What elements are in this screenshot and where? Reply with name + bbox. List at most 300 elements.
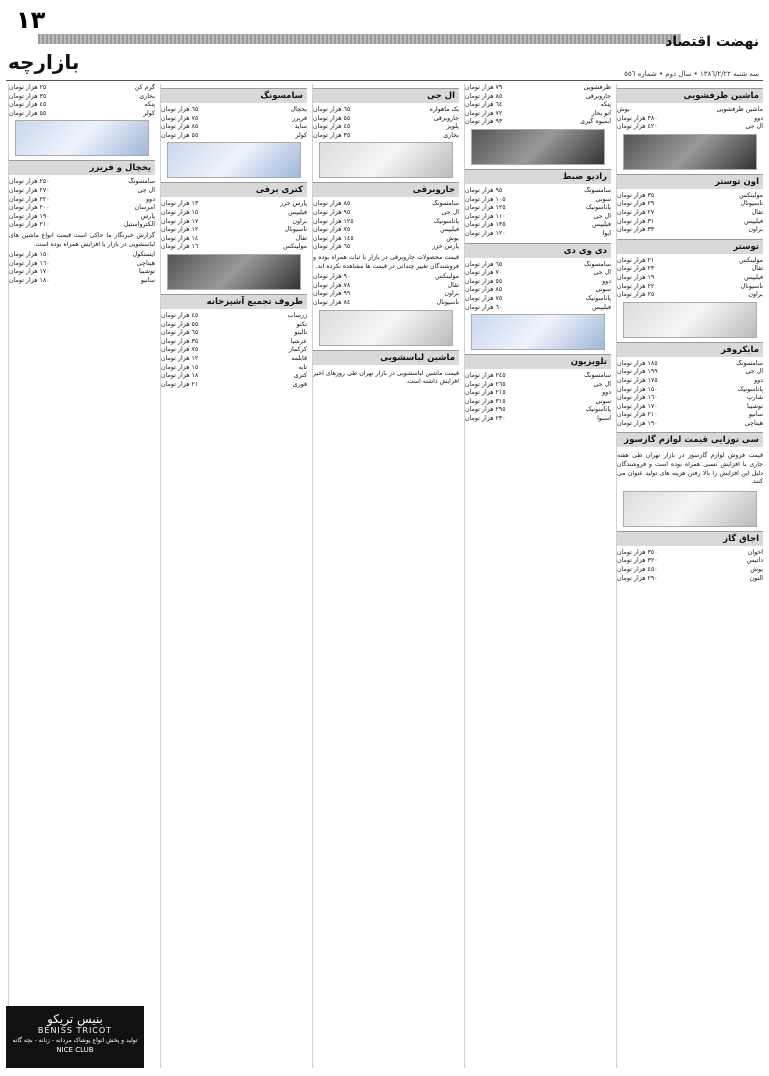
kettle-row xyxy=(161,226,307,235)
gas-stove-photo xyxy=(623,491,757,527)
item-price: ١٢٠ هزار تومان xyxy=(465,229,506,237)
newspaper-logo: نهضت اقتصاد xyxy=(665,34,759,50)
section-cookware: ظروف تجمیع آشپزخانه xyxy=(161,294,307,309)
section-title: بازارچه xyxy=(8,50,80,74)
vacuum-row xyxy=(313,200,459,209)
item-name: فیلیپس xyxy=(288,208,307,216)
cookware-row xyxy=(161,338,307,347)
item-price: ١٢٥ هزار تومان xyxy=(313,217,354,225)
vacuum-row xyxy=(313,209,459,218)
item-name: مولینکس xyxy=(739,256,763,264)
ad-brand-fa: بنیس تریکو xyxy=(47,1012,103,1026)
item-price: ٣٥ هزار تومان xyxy=(9,92,47,100)
item-price: ٣٨٠ هزار تومان xyxy=(617,114,658,122)
item-name: یخچال xyxy=(290,106,307,113)
fridge-row xyxy=(9,196,155,205)
cookware-row xyxy=(161,312,307,321)
item-name: سامسونگ xyxy=(736,359,763,367)
item-price: ١٥٠ هزار تومان xyxy=(617,385,658,393)
item-price: ٦٠ هزار تومان xyxy=(465,303,503,311)
item-price: ١٦٠ هزار تومان xyxy=(9,259,50,267)
microwave-row xyxy=(617,377,763,386)
item-price: ٨٤ هزار تومان xyxy=(313,298,351,306)
vacuum-brand-row xyxy=(313,282,459,291)
heater-row xyxy=(9,101,155,110)
item-price: ٣٢٠ هزار تومان xyxy=(617,557,658,565)
item-name: بخاری xyxy=(443,131,459,139)
item-price: ٢٢٠ هزار تومان xyxy=(9,195,50,203)
microwave-photo xyxy=(623,302,757,338)
fridge-row xyxy=(9,204,155,213)
kettle-photo xyxy=(167,142,301,178)
item-price: ١٨٠ هزار تومان xyxy=(9,276,50,284)
item-price: ١٨٥ هزار تومان xyxy=(617,359,658,367)
stereo-row xyxy=(465,213,611,222)
item-name: سونی xyxy=(595,286,611,294)
section-gas-appliances: سی نوزایی قیمت لوازم گازسوز xyxy=(617,432,763,447)
item-name: ال جی xyxy=(593,212,611,220)
washing-machine-photo xyxy=(319,310,453,346)
item-name: توشیبا xyxy=(746,402,763,410)
item-name: پارس خزر xyxy=(432,243,459,251)
item-price: ١٤٥ هزار تومان xyxy=(313,234,354,242)
item-name: پارس خزر xyxy=(280,200,307,208)
cookware-photo xyxy=(167,254,301,290)
item-name: پاناسونیک xyxy=(433,217,459,225)
samsung-row xyxy=(161,123,307,132)
item-price: ٧٥ هزار تومان xyxy=(313,226,351,234)
item-price: ٥٥ هزار تومان xyxy=(161,131,199,139)
tv-row xyxy=(465,372,611,381)
fridge-text: گزارش خبرنگار ما حاکی است قیمت انواع ماشین های لباسشویی در بازار با افزایش همراه بوده است. xyxy=(9,231,155,248)
item-price: ٧٢ هزار تومان xyxy=(465,109,503,117)
dvd-row xyxy=(465,269,611,278)
dishwasher-row xyxy=(617,106,763,115)
tv-row xyxy=(465,398,611,407)
vacuum-photo xyxy=(319,142,453,178)
item-price: ٧٥ هزار تومان xyxy=(161,346,199,354)
item-price: ٤٥ هزار تومان xyxy=(161,311,199,319)
item-name: ناسیونال xyxy=(436,298,459,306)
microwave-row xyxy=(617,403,763,412)
section-tv: تلویزیون xyxy=(465,354,611,369)
item-price: ١٢ هزار تومان xyxy=(161,354,199,362)
item-name: براون xyxy=(444,290,459,298)
page-number: ١٣ xyxy=(16,6,46,34)
item-name: سامسونگ xyxy=(584,260,611,268)
section-vacuum: جاروبرقی xyxy=(313,182,459,197)
item-price: ١٥ هزار تومان xyxy=(161,363,199,371)
item-price: ١٦ هزار تومان xyxy=(161,243,199,251)
heater-row xyxy=(9,93,155,102)
item-name: ال جی xyxy=(593,269,611,277)
item-name: سانیو xyxy=(748,411,763,419)
item-name: ناسیونال xyxy=(740,282,763,290)
lg-row xyxy=(313,106,459,115)
item-name: تفال xyxy=(295,234,307,242)
item-name: دوو xyxy=(146,195,155,203)
dvd-row xyxy=(465,286,611,295)
vacuum-row xyxy=(313,235,459,244)
item-price: ٦٥ هزار تومان xyxy=(465,260,503,268)
cookware-row xyxy=(161,329,307,338)
item-price: ١٠٥ هزار تومان xyxy=(465,195,506,203)
item-name: اخوان xyxy=(747,548,763,556)
oven-toaster-row xyxy=(617,192,763,201)
item-price: ٦٥ هزار تومان xyxy=(161,106,199,113)
kettle-row xyxy=(161,200,307,209)
fridge-row xyxy=(9,178,155,187)
dateline: سه شنبه ١٣٨٦/٢/٢٢ • سال دوم • شماره ٥٥٦ xyxy=(624,70,759,78)
item-price: ١٢٥ هزار تومان xyxy=(465,204,506,212)
toaster-row xyxy=(617,283,763,292)
dvd-row xyxy=(465,295,611,304)
item-name: ال جی xyxy=(137,186,155,194)
toaster-row xyxy=(617,265,763,274)
tv-photo xyxy=(471,314,605,350)
fridge-photo xyxy=(15,120,149,156)
gas-stove-row xyxy=(617,566,763,575)
microwave-row xyxy=(617,386,763,395)
item-name: پاناسونیک xyxy=(585,294,611,302)
item-name: تفال xyxy=(447,281,459,289)
item-price: ٦٥ هزار تومان xyxy=(161,329,199,337)
dishwasher-row xyxy=(617,115,763,124)
fridge-brand-row xyxy=(9,277,155,286)
item-name: شارپ xyxy=(746,394,763,402)
kettle-row xyxy=(161,235,307,244)
item-name: فیلیپس xyxy=(744,273,763,281)
section-microwave: مایکروفر xyxy=(617,342,763,357)
item-name: نالینو xyxy=(294,329,307,337)
item-price: ٢٥ هزار تومان xyxy=(617,291,655,299)
tv-row xyxy=(465,389,611,398)
item-price: ١٨ هزار تومان xyxy=(161,372,199,380)
item-price: ٢٤٥ هزار تومان xyxy=(465,372,506,380)
toaster-row xyxy=(617,274,763,283)
appliance-row xyxy=(465,84,611,93)
cookware-item-row xyxy=(161,364,307,373)
advertisement[interactable] xyxy=(6,1006,144,1068)
item-price: ١٧٥ هزار تومان xyxy=(617,376,658,384)
item-price: ٤٢٠ هزار تومان xyxy=(617,123,658,131)
kettle-row xyxy=(161,243,307,252)
item-name: هیتاچی xyxy=(136,259,155,267)
item-price: ٢٥ هزار تومان xyxy=(9,84,47,91)
item-name: جاروبرقی xyxy=(585,92,611,100)
item-name: دوو xyxy=(754,376,763,384)
item-name: ناسیونال xyxy=(284,226,307,234)
fridge-row xyxy=(9,221,155,230)
item-name: مولینکس xyxy=(435,273,459,281)
item-price: ٣٥ هزار تومان xyxy=(161,337,199,345)
item-price: ١٦٠ هزار تومان xyxy=(617,394,658,402)
item-name: فیلیپس xyxy=(440,226,459,234)
item-price: ٣٥ هزار تومان xyxy=(313,131,351,139)
heater-row xyxy=(9,84,155,93)
item-name: گرم کن xyxy=(134,84,155,91)
item-price: ٦٥ هزار تومان xyxy=(313,243,351,251)
tv-row xyxy=(465,406,611,415)
item-price: ٤٥ هزار تومان xyxy=(9,101,47,109)
section-washing-machine: ماشین لباسشویی xyxy=(313,350,459,365)
item-name: فیلیپس xyxy=(592,221,611,229)
stereo-row xyxy=(465,196,611,205)
item-name: قوری xyxy=(292,380,307,388)
price-columns xyxy=(6,84,763,1068)
item-name: براون xyxy=(748,226,763,234)
item-price: ٤٥٠ هزار تومان xyxy=(617,566,658,574)
item-name: پنکه xyxy=(600,101,611,109)
item-name: ناسیونال xyxy=(740,200,763,208)
item-name: کولر xyxy=(295,131,307,139)
column-4 xyxy=(160,84,307,1068)
item-price: ٢٢ هزار تومان xyxy=(617,282,655,290)
item-name: دوو xyxy=(602,389,611,397)
item-price: ٢٧٠ هزار تومان xyxy=(9,186,50,194)
item-name: اتو بخار xyxy=(591,109,611,117)
item-name: سانیو xyxy=(140,276,155,284)
item-price: ٢١ هزار تومان xyxy=(617,256,655,264)
gas-stove-row xyxy=(617,549,763,558)
section-lg: ال جی xyxy=(313,88,459,103)
item-price: ٧٠ هزار تومان xyxy=(465,269,503,277)
item-price: ٨٥ هزار تومان xyxy=(161,123,199,131)
item-name: پارس xyxy=(140,212,155,220)
ad-subtitle: تولید و پخش انواع پوشاک مردانه - زنانه - بچه گانه xyxy=(12,1037,138,1044)
section-samsung: سامسونگ xyxy=(161,88,307,103)
cookware-item-row xyxy=(161,372,307,381)
heater-row xyxy=(9,110,155,119)
cookware-item-row xyxy=(161,381,307,390)
stereo-row xyxy=(465,204,611,213)
item-name: توشیبا xyxy=(138,268,155,276)
item-name: کرکماز xyxy=(288,346,307,354)
column-3 xyxy=(312,84,459,1068)
item-name: سامسونگ xyxy=(128,178,155,186)
item-price: ١٥٠ هزار تومان xyxy=(9,251,50,259)
ad-brand-en: BENISS TRICOT xyxy=(37,1026,113,1035)
item-price: ٢٩ هزار تومان xyxy=(617,200,655,208)
item-name: پنکه xyxy=(144,101,155,109)
fridge-row xyxy=(9,187,155,196)
item-name: کتری xyxy=(293,372,307,380)
tv-row xyxy=(465,415,611,424)
item-price: ٩٠ هزار تومان xyxy=(313,273,351,281)
item-name: پاناسونیک xyxy=(585,204,611,212)
item-price: ١٥ هزار تومان xyxy=(161,208,199,216)
item-name: بوش xyxy=(750,566,763,574)
item-name: سامسونگ xyxy=(584,372,611,380)
item-price: ٩٣ هزار تومان xyxy=(465,118,503,126)
item-price: ٣٣ هزار تومان xyxy=(617,226,655,234)
item-name: پاناسونیک xyxy=(737,385,763,393)
item-name: تفال xyxy=(751,208,763,216)
gas-stove-row xyxy=(617,557,763,566)
item-price: ٨٥ هزار تومان xyxy=(313,200,351,208)
vacuum-brand-row xyxy=(313,273,459,282)
microwave-row xyxy=(617,360,763,369)
dvd-row xyxy=(465,261,611,270)
microwave-row xyxy=(617,394,763,403)
item-price: ٧٨ هزار تومان xyxy=(313,281,351,289)
item-name: ایستکول xyxy=(132,251,155,259)
section-gas-stove: اجاق گاز xyxy=(617,531,763,546)
item-name: سامسونگ xyxy=(584,186,611,194)
item-name: تفال xyxy=(751,265,763,273)
page-number-box xyxy=(6,4,76,34)
item-name: ظرفشویی xyxy=(583,84,611,91)
vacuum-text: قیمت محصولات جاروبرقی در بازار با ثبات همراه بوده و فروشندگان تغییر چندانی در قیمت ها مشاهده نکرده اند. xyxy=(313,253,459,270)
item-price: ٥٥ هزار تومان xyxy=(465,277,503,285)
item-name: دوو xyxy=(754,114,763,122)
oven-toaster-row xyxy=(617,218,763,227)
ad-club: NICE CLUB xyxy=(56,1046,94,1054)
dvd-row xyxy=(465,278,611,287)
item-name: جاروبرقی xyxy=(433,114,459,122)
fridge-brand-row xyxy=(9,260,155,269)
item-name: فریزر xyxy=(292,114,307,122)
item-price: ١٧٠ هزار تومان xyxy=(617,402,658,410)
item-name: ساید xyxy=(294,123,307,131)
item-name: براون xyxy=(748,291,763,299)
item-price: ٩٥ هزار تومان xyxy=(465,186,503,194)
vacuum-row xyxy=(313,218,459,227)
item-name: سونی xyxy=(595,397,611,405)
item-name: سامسونگ xyxy=(432,200,459,208)
item-name: کولر xyxy=(143,109,155,117)
fridge-brand-row xyxy=(9,251,155,260)
vacuum-brand-row xyxy=(313,299,459,308)
section-oven-toaster: اون توستر xyxy=(617,174,763,189)
item-price: ١٣ هزار تومان xyxy=(161,200,199,208)
item-name: تابه xyxy=(298,363,307,371)
item-price: ١٣٥ هزار تومان xyxy=(465,221,506,229)
column-1 xyxy=(616,84,763,1068)
stereo-photo xyxy=(471,129,605,165)
item-price: ٧٩ هزار تومان xyxy=(465,84,503,91)
stereo-row xyxy=(465,230,611,239)
item-name: براون xyxy=(292,217,307,225)
item-name: الکترواستیل xyxy=(123,221,155,229)
cookware-row xyxy=(161,321,307,330)
gas-stove-row xyxy=(617,575,763,584)
item-price: ٧٥ هزار تومان xyxy=(161,114,199,122)
cookware-row xyxy=(161,346,307,355)
section-dishwasher: ماشین ظرفشویی xyxy=(617,88,763,103)
item-price: ٢٥٠ هزار تومان xyxy=(9,178,50,186)
item-price: ٢٣ هزار تومان xyxy=(617,265,655,273)
item-name: عرشیا xyxy=(290,337,307,345)
item-price: ٤٥ هزار تومان xyxy=(313,123,351,131)
microwave-row xyxy=(617,368,763,377)
item-name: امرسان xyxy=(134,204,155,212)
header-rule xyxy=(6,80,763,81)
washing-machine-text: قیمت ماشین لباسشویی در بازار تهران طی روزهای اخیر افزایش داشته است. xyxy=(313,369,459,386)
item-name: بخاری xyxy=(139,92,155,100)
vacuum-row xyxy=(313,226,459,235)
kettle-row xyxy=(161,209,307,218)
item-price: ٥٥ هزار تومان xyxy=(313,114,351,122)
item-price: ٢٣٠ هزار تومان xyxy=(465,415,506,423)
item-name: آلتون xyxy=(749,574,763,582)
item-name: ماشین ظرفشویی xyxy=(716,106,763,113)
item-price: ٦٤ هزار تومان xyxy=(465,101,503,109)
item-name: پاناسونیک xyxy=(585,406,611,414)
item-price: ٥٥ هزار تومان xyxy=(9,109,47,117)
item-name: ال جی xyxy=(441,208,459,216)
item-name: آیوا xyxy=(602,229,611,237)
item-name: قابلمه xyxy=(291,354,307,362)
lg-row xyxy=(313,132,459,141)
item-price: ١٧٠ هزار تومان xyxy=(9,268,50,276)
item-price: ١٢ هزار تومان xyxy=(161,226,199,234)
item-price: ٢٧ هزار تومان xyxy=(617,208,655,216)
item-price: ٣١٥ هزار تومان xyxy=(465,397,506,405)
header xyxy=(0,0,769,78)
fridge-row xyxy=(9,213,155,222)
oven-toaster-row xyxy=(617,209,763,218)
section-stereo: رادیو ضبط xyxy=(465,169,611,184)
item-price: ٩٩ هزار تومان xyxy=(313,290,351,298)
item-price: ٨٥ هزار تومان xyxy=(465,92,503,100)
item-price: ٣٥٠ هزار تومان xyxy=(617,548,658,556)
item-name: تکنو xyxy=(296,320,307,328)
item-name: ال جی xyxy=(745,123,763,131)
item-name: هیتاچی xyxy=(744,419,763,427)
vacuum-row xyxy=(313,243,459,252)
oven-toaster-row xyxy=(617,226,763,235)
item-name: ال جی xyxy=(745,368,763,376)
cookware-item-row xyxy=(161,355,307,364)
item-price: ٣٥ هزار تومان xyxy=(617,191,655,199)
samsung-row xyxy=(161,132,307,141)
microwave-row xyxy=(617,411,763,420)
item-name: فیلیپس xyxy=(592,303,611,311)
item-name: اسنوا xyxy=(597,415,611,423)
oven-toaster-row xyxy=(617,200,763,209)
appliance-row xyxy=(465,118,611,127)
appliance-row xyxy=(465,101,611,110)
lg-row xyxy=(313,115,459,124)
lg-row xyxy=(313,123,459,132)
stereo-row xyxy=(465,221,611,230)
item-price: ٢٩٠ هزار تومان xyxy=(617,574,658,582)
section-dvd: دی وی دی xyxy=(465,243,611,258)
item-price: ٢١٠ هزار تومان xyxy=(617,411,658,419)
item-name: داتیس xyxy=(746,557,763,565)
microwave-row xyxy=(617,420,763,429)
item-name: ال جی xyxy=(593,380,611,388)
item-price: ١١٠ هزار تومان xyxy=(465,212,506,220)
item-price: ١٩٩ هزار تومان xyxy=(617,368,658,376)
item-price: ٥٥ هزار تومان xyxy=(161,320,199,328)
item-price: ٢٩٥ هزار تومان xyxy=(465,406,506,414)
section-kettle: کتری برقی xyxy=(161,182,307,197)
vacuum-brand-row xyxy=(313,290,459,299)
item-name: مولینکس xyxy=(739,191,763,199)
appliance-row xyxy=(465,110,611,119)
item-name: سونی xyxy=(595,195,611,203)
item-price: ١٩ هزار تومان xyxy=(617,273,655,281)
item-price: ٢١ هزار تومان xyxy=(161,380,199,388)
item-name: فیلیپس xyxy=(744,217,763,225)
appliance-row xyxy=(465,93,611,102)
tv-row xyxy=(465,381,611,390)
toaster-row xyxy=(617,257,763,266)
item-price: ١٩٠ هزار تومان xyxy=(9,212,50,220)
item-price: ٢١٠ هزار تومان xyxy=(9,221,50,229)
